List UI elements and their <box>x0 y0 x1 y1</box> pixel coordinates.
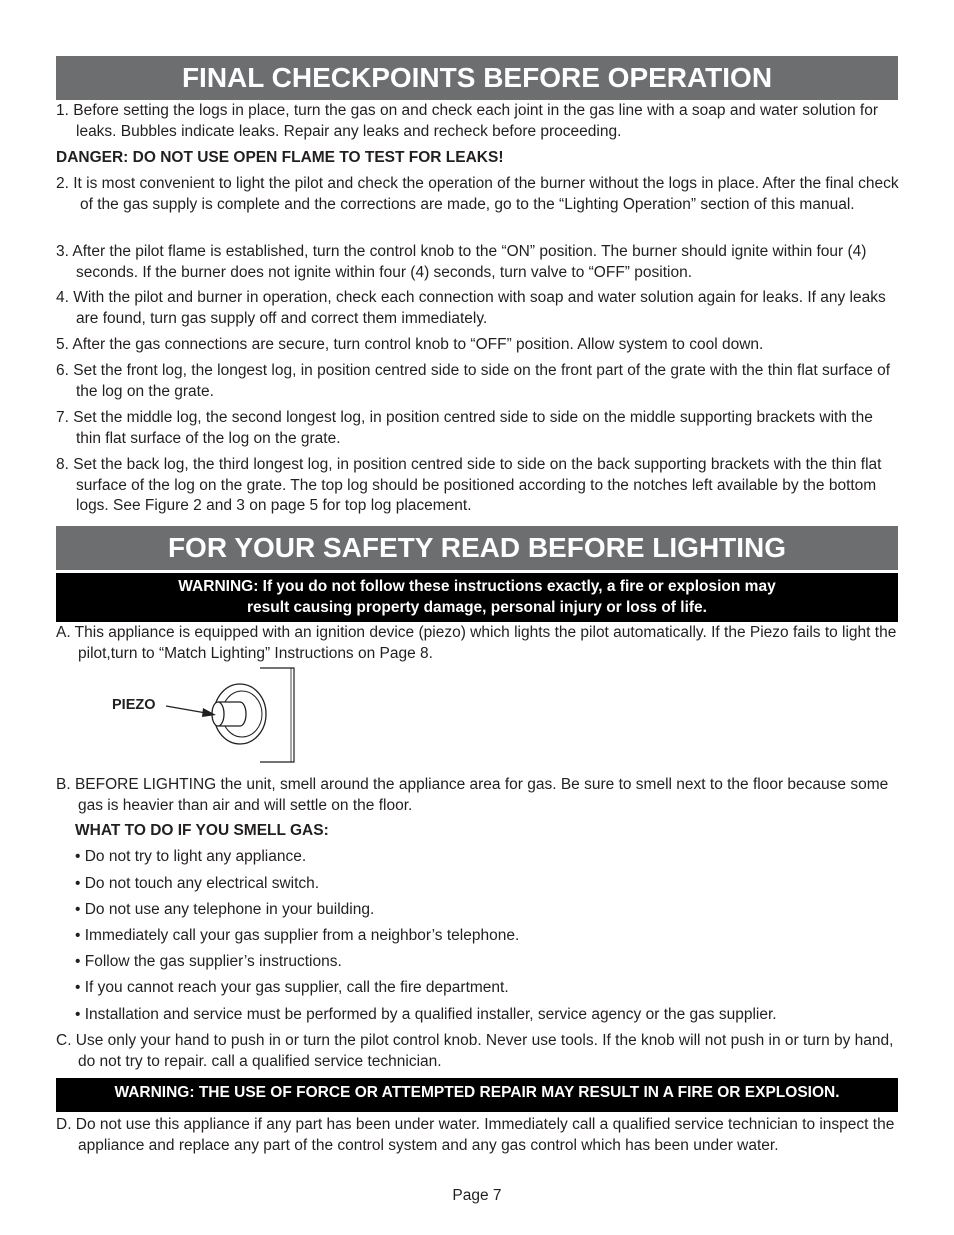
checkpoint-2: 2. It is most convenient to light the pilot and check the operation of the burner without the logs in place. After the final check of the gas supply is complete and the corrections are made, go to the “Lighting Operation” section of this manual. <box>56 175 899 213</box>
section-title-final-checkpoints: FINAL CHECKPOINTS BEFORE OPERATION <box>56 56 898 100</box>
warning-line-1: WARNING: If you do not follow these instructions exactly, a fire or explosion may <box>178 578 776 595</box>
bullet-item: • Follow the gas supplier’s instructions. <box>75 953 342 970</box>
piezo-illustration <box>160 664 300 766</box>
bullet-item: • If you cannot reach your gas supplier, call the fire department. <box>75 979 509 996</box>
checkpoint-4: 4. With the pilot and burner in operation, check each connection with soap and water solution again for leaks. If any leaks are found, turn gas supply off and correct them immediately. <box>56 289 886 327</box>
bullet-item: • Do not touch any electrical switch. <box>75 875 320 892</box>
smell-gas-heading: WHAT TO DO IF YOU SMELL GAS: <box>75 822 329 839</box>
piezo-label: PIEZO <box>112 697 156 713</box>
bullet-item: • Immediately call your gas supplier from a neighbor’s telephone. <box>75 927 520 944</box>
warning-line-2: result causing property damage, personal injury or loss of life. <box>247 599 707 616</box>
checkpoint-7: 7. Set the middle log, the second longest log, in position centred side to side on the middle supporting brackets with the thin flat surface of the log on the grate. <box>56 409 873 447</box>
bullet-item: • Do not try to light any appliance. <box>75 848 307 865</box>
bullet-item: • Installation and service must be performed by a qualified installer, service agency or the gas supplier. <box>75 1006 777 1023</box>
item-a-piezo: A. This appliance is equipped with an ignition device (piezo) which lights the pilot automatically. If the Piezo fails to light the pilot,turn to “Match Lighting” Instructions on Page 8. <box>56 624 897 662</box>
danger-notice: DANGER: DO NOT USE OPEN FLAME TO TEST FOR LEAKS! <box>56 149 504 166</box>
section-title-safety: FOR YOUR SAFETY READ BEFORE LIGHTING <box>56 526 898 570</box>
page-number: Page 7 <box>452 1187 502 1204</box>
bullet-item: • Do not use any telephone in your building. <box>75 901 375 918</box>
checkpoint-5: 5. After the gas connections are secure, turn control knob to “OFF” position. Allow system to cool down. <box>56 336 764 353</box>
warning-banner-fire <box>56 573 898 622</box>
checkpoint-6: 6. Set the front log, the longest log, in position centred side to side on the front part of the grate with the thin flat surface of the log on the grate. <box>56 362 891 400</box>
item-b-smell-gas: B. BEFORE LIGHTING the unit, smell around the appliance area for gas. Be sure to smell next to the floor because some gas is heavier than air and will settle on the floor. <box>56 776 889 814</box>
piezo-arrow-line <box>166 706 206 713</box>
checkpoint-3: 3. After the pilot flame is established, turn the control knob to the “ON” position. The burner should ignite within four (4) seconds. If the burner does not ignite within four (4) seconds, turn valve to “OFF” position. <box>56 243 867 281</box>
item-c-control-knob: C. Use only your hand to push in or turn the pilot control knob. Never use tools. If the knob will not push in or turn by hand, do not try to repair. call a qualified service technician. <box>56 1032 894 1070</box>
checkpoint-1: 1. Before setting the logs in place, turn the gas on and check each joint in the gas line with a soap and water solution for leaks. Bubbles indicate leaks. Repair any leaks and recheck before proceeding. <box>56 102 879 140</box>
checkpoint-8: 8. Set the back log, the third longest log, in position centred side to side on the back supporting brackets with the thin flat surface of the log on the grate. The top log should be positioned according to the notches left available by the bottom logs. See Figure 2 and 3 on page 5 for top log placement. <box>56 456 882 514</box>
item-d-under-water: D. Do not use this appliance if any part has been under water. Immediately call a qualified service technician to inspect the appliance and replace any part of the control system and any gas control which has been under water. <box>56 1116 895 1154</box>
warning-banner-force: WARNING: THE USE OF FORCE OR ATTEMPTED REPAIR MAY RESULT IN A FIRE OR EXPLOSION. <box>56 1078 898 1112</box>
